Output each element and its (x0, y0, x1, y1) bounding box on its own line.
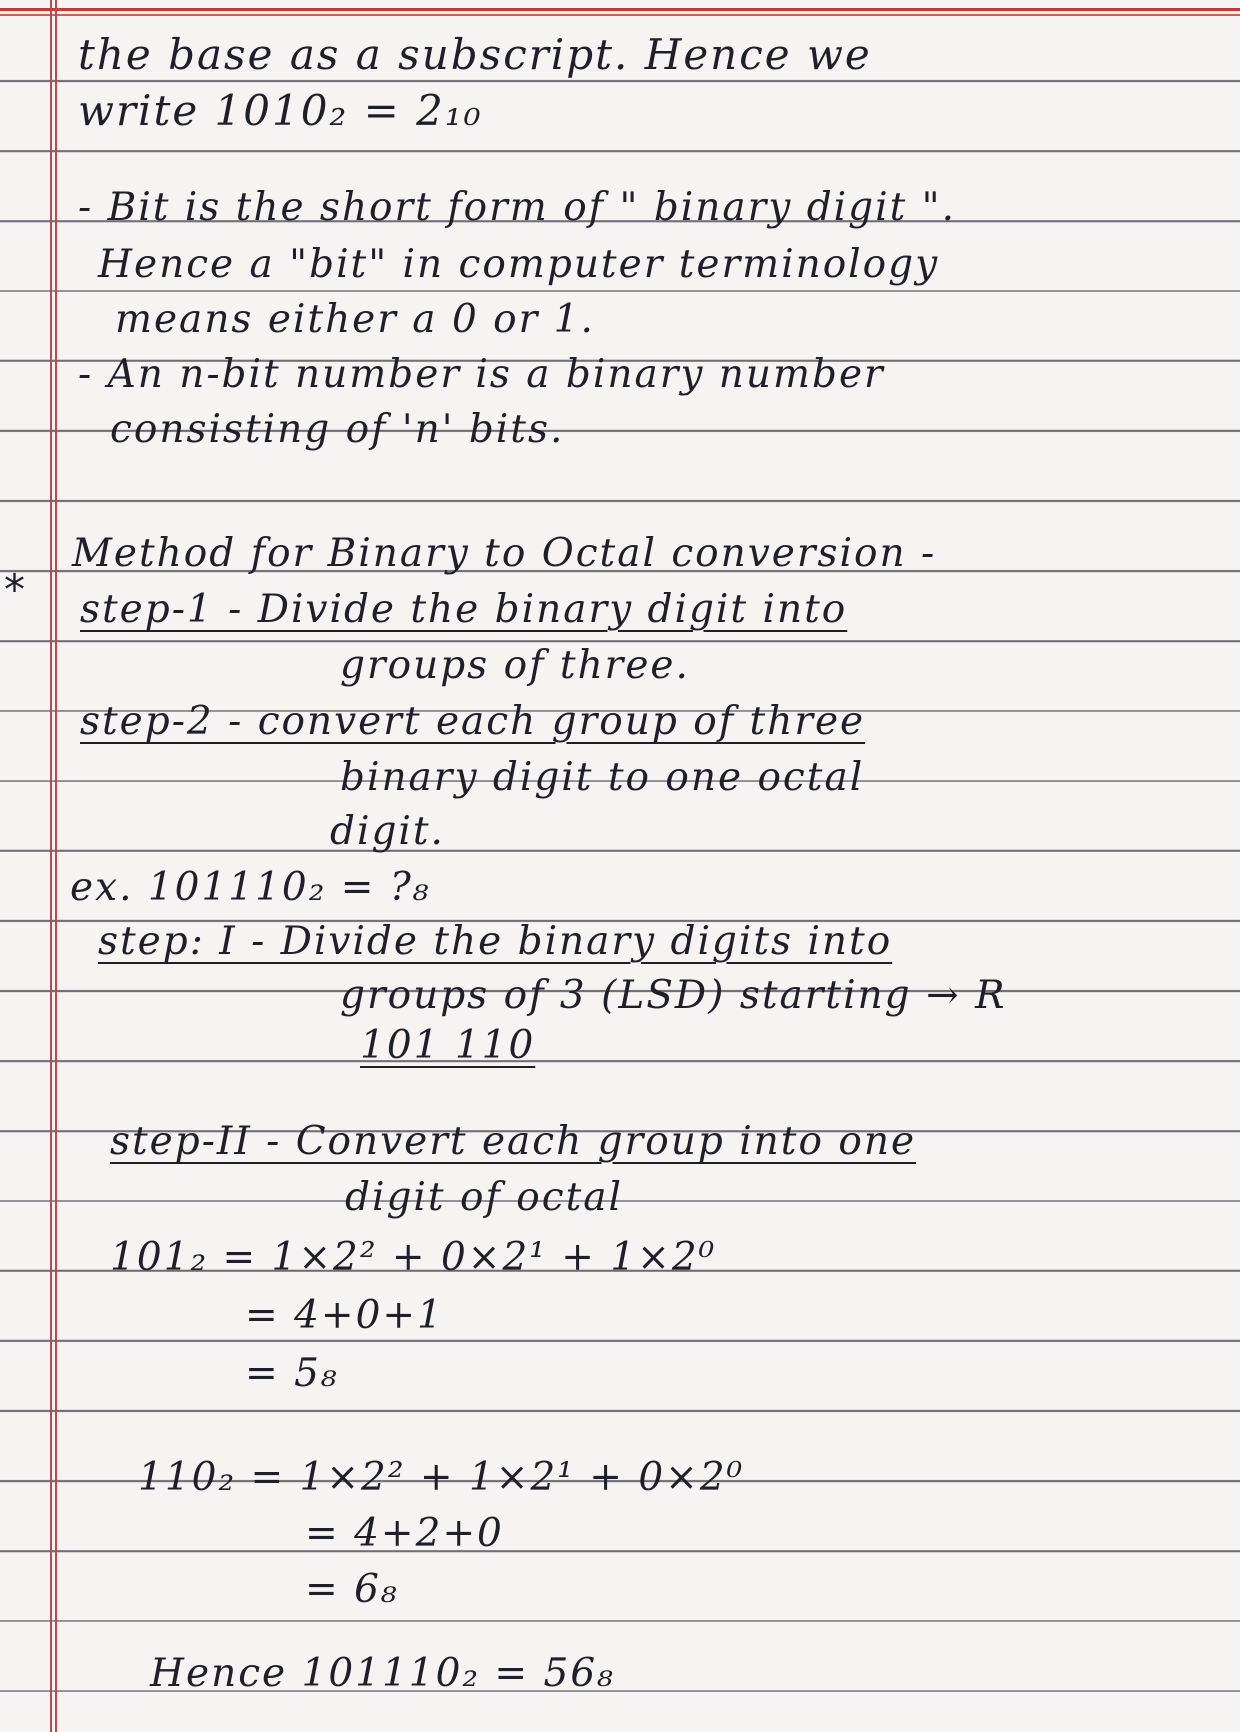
note-line-20: 101₂ = 1×2² + 0×2¹ + 1×2⁰ (110, 1235, 717, 1280)
note-line-15: step: I - Divide the binary digits into (98, 919, 893, 964)
margin-line (50, 0, 52, 1732)
note-line-3: - Bit is the short form of " binary digit ". (78, 185, 956, 230)
note-line-19: digit of octal (345, 1175, 623, 1220)
note-line-10: groups of three. (340, 643, 690, 688)
note-line-24: = 4+2+0 (305, 1511, 504, 1556)
note-line-17: 101 110 (360, 1023, 536, 1068)
margin-line-secondary (55, 0, 57, 1732)
note-line-13: digit. (330, 809, 445, 854)
note-line-26: Hence 101110₂ = 56₈ (150, 1651, 615, 1696)
note-line-8: Method for Binary to Octal conversion - (72, 531, 937, 576)
note-line-6: - An n-bit number is a binary number (78, 352, 885, 397)
note-line-7: consisting of 'n' bits. (110, 407, 565, 452)
note-line-16: groups of 3 (LSD) starting → R (340, 973, 1007, 1018)
star-marker: * (4, 565, 25, 614)
note-line-22: = 5₈ (245, 1351, 339, 1396)
note-line-1: the base as a subscript. Hence we (78, 30, 872, 79)
note-line-25: = 6₈ (305, 1567, 399, 1612)
note-line-4: Hence a "bit" in computer terminology (98, 242, 940, 287)
red-top-rule (0, 8, 1240, 11)
note-line-18: step-II - Convert each group into one (110, 1119, 917, 1164)
note-line-23: 110₂ = 1×2² + 1×2¹ + 0×2⁰ (138, 1455, 745, 1500)
note-line-2: write 1010₂ = 2₁₀ (78, 86, 483, 135)
note-line-14: ex. 101110₂ = ?₈ (70, 865, 431, 910)
red-top-rule-secondary (0, 14, 1240, 16)
note-line-11: step-2 - convert each group of three (80, 699, 866, 744)
note-line-12: binary digit to one octal (340, 755, 865, 800)
note-line-5: means either a 0 or 1. (115, 297, 595, 342)
note-line-21: = 4+0+1 (245, 1293, 444, 1338)
note-line-9: step-1 - Divide the binary digit into (80, 587, 848, 632)
